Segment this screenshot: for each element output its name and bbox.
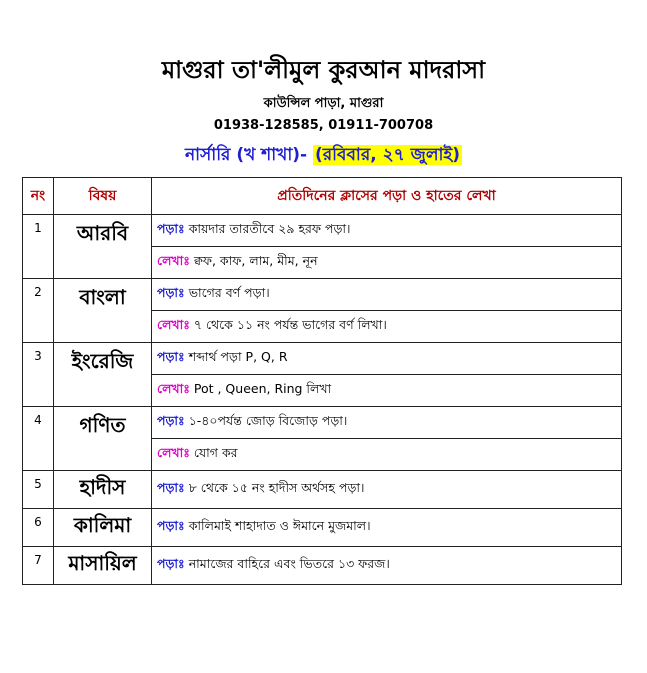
subject-name: ইংরেজি bbox=[54, 343, 152, 407]
table-row bbox=[23, 407, 622, 439]
read-task bbox=[152, 547, 622, 585]
read-task bbox=[152, 509, 622, 547]
read-task bbox=[152, 407, 622, 439]
row-number: 2 bbox=[23, 279, 54, 343]
school-title: মাগুরা তা'লীমুল কুরআন মাদরাসা bbox=[161, 56, 486, 84]
write-text: ক্বফ, কাফ, লাম, মীম, নূন bbox=[193, 252, 318, 268]
read-task bbox=[152, 343, 622, 375]
read-label: পড়াঃ bbox=[157, 220, 185, 236]
subject-name: আরবি bbox=[54, 215, 152, 279]
row-number: 4 bbox=[23, 407, 54, 471]
write-task bbox=[152, 247, 622, 279]
write-label: লেখাঃ bbox=[157, 252, 190, 268]
write-text: Pot , Queen, Ring লিখা bbox=[193, 380, 332, 396]
read-text: ভাগের বর্ণ পড়া। bbox=[188, 284, 270, 300]
table-row bbox=[23, 547, 622, 585]
read-label: পড়াঃ bbox=[157, 348, 185, 364]
row-number: 3 bbox=[23, 343, 54, 407]
read-text: কায়দার তারতীবে ২৯ হরফ পড়া। bbox=[188, 220, 351, 236]
separator: - bbox=[300, 145, 308, 165]
header-details: প্রতিদিনের ক্লাসের পড়া ও হাতের লেখা bbox=[152, 178, 622, 215]
write-task bbox=[152, 439, 622, 471]
class-schedule-table bbox=[22, 177, 622, 585]
write-label: লেখাঃ bbox=[157, 380, 190, 396]
read-task bbox=[152, 279, 622, 311]
read-task bbox=[152, 215, 622, 247]
write-text: ৭ থেকে ১১ নং পর্যন্ত ভাগের বর্ণ লিখা। bbox=[193, 316, 387, 332]
read-text: শব্দার্থ পড়া P, Q, R bbox=[188, 348, 288, 364]
table-row bbox=[23, 343, 622, 375]
write-label: লেখাঃ bbox=[157, 316, 190, 332]
school-address: কাউন্সিল পাড়া, মাগুরা bbox=[263, 96, 384, 111]
read-text: ৮ থেকে ১৫ নং হাদীস অর্থসহ পড়া। bbox=[188, 479, 365, 495]
read-text: কালিমাই শাহাদাত ও ঈমানে মুজমাল। bbox=[188, 517, 371, 533]
read-label: পড়াঃ bbox=[157, 479, 185, 495]
row-number: 6 bbox=[23, 509, 54, 547]
read-label: পড়াঃ bbox=[157, 555, 185, 571]
write-label: লেখাঃ bbox=[157, 444, 190, 460]
read-text: ১-৪০পর্যন্ত জোড় বিজোড় পড়া। bbox=[188, 412, 348, 428]
table-header-row bbox=[23, 178, 622, 215]
row-number: 5 bbox=[23, 471, 54, 509]
row-number: 1 bbox=[23, 215, 54, 279]
write-task bbox=[152, 375, 622, 407]
table-row bbox=[23, 471, 622, 509]
subject-name: হাদীস bbox=[54, 471, 152, 509]
read-label: পড়াঃ bbox=[157, 517, 185, 533]
read-label: পড়াঃ bbox=[157, 412, 185, 428]
header-no: নং bbox=[23, 178, 54, 215]
table-row bbox=[23, 215, 622, 247]
write-task bbox=[152, 311, 622, 343]
subject-name: গণিত bbox=[54, 407, 152, 471]
phone-numbers: 01938-128585, 01911-700708 bbox=[213, 118, 434, 133]
table-row bbox=[23, 279, 622, 311]
class-date-line bbox=[0, 142, 647, 170]
class-name: নার্সারি (খ শাখা) bbox=[184, 145, 301, 165]
header-subject: বিষয় bbox=[54, 178, 152, 215]
table-row bbox=[23, 509, 622, 547]
read-label: পড়াঃ bbox=[157, 284, 185, 300]
subject-name: বাংলা bbox=[54, 279, 152, 343]
row-number: 7 bbox=[23, 547, 54, 585]
read-text: নামাজের বাহিরে এবং ভিতরে ১৩ ফরজ। bbox=[188, 555, 390, 571]
date-highlight: (রবিবার, ২৭ জুলাই) bbox=[315, 145, 461, 165]
subject-name: মাসায়িল bbox=[54, 547, 152, 585]
write-text: যোগ কর bbox=[193, 444, 238, 460]
subject-name: কালিমা bbox=[54, 509, 152, 547]
read-task bbox=[152, 471, 622, 509]
